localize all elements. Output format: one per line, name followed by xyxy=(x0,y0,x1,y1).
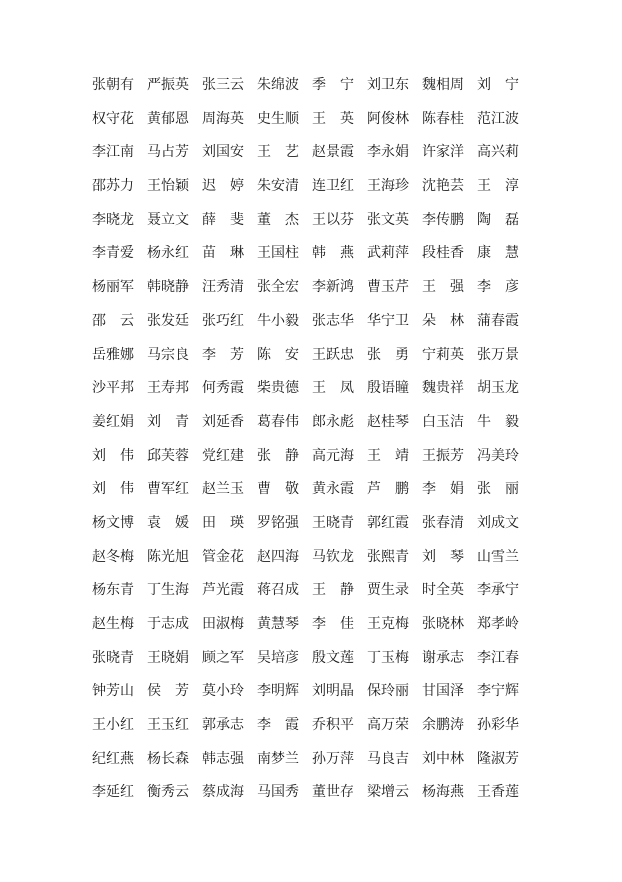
name-entry: 赵四海 xyxy=(257,548,299,565)
name-entry: 张 勇 xyxy=(367,346,409,363)
name-row xyxy=(92,177,532,211)
name-entry: 白玉洁 xyxy=(422,413,464,430)
name-entry: 王 静 xyxy=(312,582,354,599)
name-entry: 何秀霞 xyxy=(202,380,244,397)
name-entry: 殷文莲 xyxy=(312,649,354,666)
name-entry: 刘 宁 xyxy=(477,77,519,93)
name-entry: 黄慧琴 xyxy=(257,616,299,632)
name-row xyxy=(92,615,532,649)
name-entry: 芦光霞 xyxy=(202,582,244,599)
name-entry: 刘中林 xyxy=(422,750,464,767)
name-entry: 莫小玲 xyxy=(202,683,244,700)
name-entry: 刘成文 xyxy=(477,514,519,531)
name-entry: 薛 斐 xyxy=(202,211,244,228)
name-entry: 曹玉芹 xyxy=(367,279,409,296)
name-entry: 韩晓静 xyxy=(147,279,189,296)
name-entry: 段桂香 xyxy=(422,245,464,262)
name-entry: 邵 云 xyxy=(92,312,134,329)
name-row xyxy=(92,278,532,312)
name-entry: 王国柱 xyxy=(257,245,299,262)
name-entry: 孙彩华 xyxy=(477,717,519,734)
name-entry: 李青爱 xyxy=(92,245,134,262)
name-entry: 隆淑芳 xyxy=(477,750,519,767)
name-entry: 王怡颖 xyxy=(147,178,189,195)
name-entry: 杨丽军 xyxy=(92,279,134,296)
name-entry: 谢承志 xyxy=(422,649,464,666)
name-entry: 马良吉 xyxy=(367,750,409,767)
name-entry: 陈 安 xyxy=(257,346,299,363)
name-row xyxy=(92,716,532,750)
name-entry: 李延红 xyxy=(92,784,134,801)
name-entry: 李承宁 xyxy=(477,582,519,599)
name-entry: 刘明晶 xyxy=(312,683,354,700)
name-entry: 沙平邦 xyxy=(92,380,134,397)
name-entry: 杨长森 xyxy=(147,750,189,767)
name-entry: 韩志强 xyxy=(202,750,244,767)
name-entry: 周海英 xyxy=(202,110,244,127)
name-entry: 魏相周 xyxy=(422,77,464,93)
name-entry: 牛 毅 xyxy=(477,413,519,430)
name-entry: 朱绵波 xyxy=(257,77,299,93)
name-entry: 高元海 xyxy=(312,447,354,464)
name-entry: 连卫红 xyxy=(312,178,354,195)
name-entry: 高万荣 xyxy=(367,717,409,734)
name-entry: 史生顺 xyxy=(257,110,299,127)
name-entry: 马国秀 xyxy=(257,784,299,801)
name-entry: 张晓青 xyxy=(92,649,134,666)
name-entry: 丁玉梅 xyxy=(367,649,409,666)
name-row xyxy=(92,312,532,346)
name-entry: 李 佳 xyxy=(312,616,354,632)
name-entry: 严振英 xyxy=(147,77,189,93)
name-row xyxy=(92,143,532,177)
name-entry: 陶 磊 xyxy=(477,211,519,228)
name-entry: 王小红 xyxy=(92,717,134,734)
name-entry: 许家洋 xyxy=(422,144,464,161)
name-entry: 蔡成海 xyxy=(202,784,244,801)
name-entry: 王香莲 xyxy=(477,784,519,801)
name-list xyxy=(92,76,532,817)
name-entry: 纪红燕 xyxy=(92,750,134,767)
name-row xyxy=(92,413,532,447)
name-entry: 高兴莉 xyxy=(477,144,519,161)
name-entry: 李江南 xyxy=(92,144,134,161)
name-entry: 于志成 xyxy=(147,616,189,632)
name-entry: 张全宏 xyxy=(257,279,299,296)
name-entry: 牛小毅 xyxy=(257,312,299,329)
name-row xyxy=(92,346,532,380)
name-entry: 魏贵祥 xyxy=(422,380,464,397)
name-entry: 朱安清 xyxy=(257,178,299,195)
name-entry: 杨东青 xyxy=(92,582,134,599)
name-row xyxy=(92,244,532,278)
name-entry: 赵桂琴 xyxy=(367,413,409,430)
name-entry: 张朝有 xyxy=(92,77,134,93)
name-row xyxy=(92,480,532,514)
name-entry: 陈光旭 xyxy=(147,548,189,565)
name-entry: 郭承志 xyxy=(202,717,244,734)
name-entry: 顾之军 xyxy=(202,649,244,666)
name-entry: 杨永红 xyxy=(147,245,189,262)
name-entry: 李 霞 xyxy=(257,717,299,734)
name-entry: 罗铭强 xyxy=(257,514,299,531)
name-entry: 王 靖 xyxy=(367,447,409,464)
name-entry: 山雪兰 xyxy=(477,548,519,565)
name-entry: 董世存 xyxy=(312,784,354,801)
name-entry: 殷语瞳 xyxy=(367,380,409,397)
name-entry: 阿俊林 xyxy=(367,110,409,127)
name-entry: 赵生梅 xyxy=(92,616,134,632)
name-entry: 李宁辉 xyxy=(477,683,519,700)
name-entry: 黄永霞 xyxy=(312,481,354,498)
name-entry: 王 英 xyxy=(312,110,354,127)
name-entry: 张巧红 xyxy=(202,312,244,329)
name-entry: 邵苏力 xyxy=(92,178,134,195)
name-row xyxy=(92,76,532,110)
name-entry: 王玉红 xyxy=(147,717,189,734)
name-row xyxy=(92,682,532,716)
name-entry: 刘延香 xyxy=(202,413,244,430)
name-entry: 郎永彪 xyxy=(312,413,354,430)
name-entry: 张三云 xyxy=(202,77,244,93)
name-entry: 保玲丽 xyxy=(367,683,409,700)
name-entry: 权守花 xyxy=(92,110,134,127)
name-entry: 芦 鹏 xyxy=(367,481,409,498)
name-entry: 张万景 xyxy=(477,346,519,363)
name-entry: 侯 芳 xyxy=(147,683,189,700)
name-entry: 李 彦 xyxy=(477,279,519,296)
name-entry: 刘卫东 xyxy=(367,77,409,93)
name-entry: 王克梅 xyxy=(367,616,409,632)
name-entry: 迟 婷 xyxy=(202,178,244,195)
name-entry: 张发廷 xyxy=(147,312,189,329)
name-entry: 王晓青 xyxy=(312,514,354,531)
name-entry: 张志华 xyxy=(312,312,354,329)
name-entry: 季 宁 xyxy=(312,77,354,93)
name-entry: 王 凤 xyxy=(312,380,354,397)
name-entry: 刘 伟 xyxy=(92,447,134,464)
name-entry: 王 强 xyxy=(422,279,464,296)
name-entry: 张 静 xyxy=(257,447,299,464)
name-entry: 衡秀云 xyxy=(147,784,189,801)
name-entry: 刘 伟 xyxy=(92,481,134,498)
name-entry: 柴贵德 xyxy=(257,380,299,397)
name-entry: 党红建 xyxy=(202,447,244,464)
name-entry: 赵景霞 xyxy=(312,144,354,161)
name-entry: 邱芙蓉 xyxy=(147,447,189,464)
name-entry: 马钦龙 xyxy=(312,548,354,565)
name-entry: 南梦兰 xyxy=(257,750,299,767)
name-entry: 王跃忠 xyxy=(312,346,354,363)
name-entry: 李 娟 xyxy=(422,481,464,498)
name-entry: 范江波 xyxy=(477,110,519,127)
name-entry: 苗 琳 xyxy=(202,245,244,262)
name-row xyxy=(92,750,532,784)
name-entry: 王 艺 xyxy=(257,144,299,161)
name-entry: 王海珍 xyxy=(367,178,409,195)
name-entry: 姜红娟 xyxy=(92,413,134,430)
name-entry: 余鹏涛 xyxy=(422,717,464,734)
name-entry: 葛春伟 xyxy=(257,413,299,430)
name-entry: 钟芳山 xyxy=(92,683,134,700)
name-entry: 宁莉英 xyxy=(422,346,464,363)
name-entry: 陈春桂 xyxy=(422,110,464,127)
name-entry: 王寿邦 xyxy=(147,380,189,397)
name-entry: 聂立文 xyxy=(147,211,189,228)
name-entry: 梁增云 xyxy=(367,784,409,801)
name-row xyxy=(92,447,532,481)
name-row xyxy=(92,211,532,245)
name-entry: 华宁卫 xyxy=(367,312,409,329)
name-entry: 黄郁恩 xyxy=(147,110,189,127)
name-entry: 李传鹏 xyxy=(422,211,464,228)
name-entry: 胡玉龙 xyxy=(477,380,519,397)
name-row xyxy=(92,379,532,413)
name-entry: 孙万萍 xyxy=(312,750,354,767)
name-entry: 张晓林 xyxy=(422,616,464,632)
name-row xyxy=(92,649,532,683)
name-entry: 武莉萍 xyxy=(367,245,409,262)
name-entry: 乔积平 xyxy=(312,717,354,734)
name-entry: 张 丽 xyxy=(477,481,519,498)
name-entry: 郑孝岭 xyxy=(477,616,519,632)
name-entry: 袁 媛 xyxy=(147,514,189,531)
name-entry: 丁生海 xyxy=(147,582,189,599)
name-entry: 曹 敬 xyxy=(257,481,299,498)
name-entry: 王 淳 xyxy=(477,178,519,195)
name-entry: 李新鸿 xyxy=(312,279,354,296)
name-entry: 曹军红 xyxy=(147,481,189,498)
name-entry: 王以芬 xyxy=(312,211,354,228)
name-entry: 郭红霞 xyxy=(367,514,409,531)
name-entry: 朵 林 xyxy=(422,312,464,329)
name-entry: 韩 燕 xyxy=(312,245,354,262)
name-entry: 甘国泽 xyxy=(422,683,464,700)
name-entry: 李江春 xyxy=(477,649,519,666)
name-entry: 沈艳芸 xyxy=(422,178,464,195)
name-entry: 张春清 xyxy=(422,514,464,531)
name-entry: 杨海燕 xyxy=(422,784,464,801)
name-entry: 汪秀清 xyxy=(202,279,244,296)
name-entry: 马占芳 xyxy=(147,144,189,161)
name-entry: 吴培彦 xyxy=(257,649,299,666)
name-entry: 管金花 xyxy=(202,548,244,565)
name-entry: 马宗良 xyxy=(147,346,189,363)
name-entry: 张熙青 xyxy=(367,548,409,565)
name-entry: 刘 青 xyxy=(147,413,189,430)
name-entry: 时全英 xyxy=(422,582,464,599)
name-entry: 李晓龙 xyxy=(92,211,134,228)
name-row xyxy=(92,783,532,817)
name-entry: 冯美玲 xyxy=(477,447,519,464)
name-entry: 王振芳 xyxy=(422,447,464,464)
name-entry: 杨文博 xyxy=(92,514,134,531)
name-entry: 田 瑛 xyxy=(202,514,244,531)
name-row xyxy=(92,548,532,582)
name-entry: 田淑梅 xyxy=(202,616,244,632)
name-row xyxy=(92,514,532,548)
name-entry: 李明辉 xyxy=(257,683,299,700)
name-row xyxy=(92,110,532,144)
name-entry: 赵兰玉 xyxy=(202,481,244,498)
name-entry: 刘国安 xyxy=(202,144,244,161)
name-entry: 蒲春霞 xyxy=(477,312,519,329)
name-entry: 张文英 xyxy=(367,211,409,228)
name-entry: 赵冬梅 xyxy=(92,548,134,565)
name-entry: 王晓娟 xyxy=(147,649,189,666)
name-entry: 蒋召成 xyxy=(257,582,299,599)
name-entry: 刘 琴 xyxy=(422,548,464,565)
name-entry: 董 杰 xyxy=(257,211,299,228)
name-row xyxy=(92,581,532,615)
name-entry: 康 慧 xyxy=(477,245,519,262)
name-entry: 李永娟 xyxy=(367,144,409,161)
name-entry: 岳雅娜 xyxy=(92,346,134,363)
name-entry: 贾生录 xyxy=(367,582,409,599)
name-entry: 李 芳 xyxy=(202,346,244,363)
